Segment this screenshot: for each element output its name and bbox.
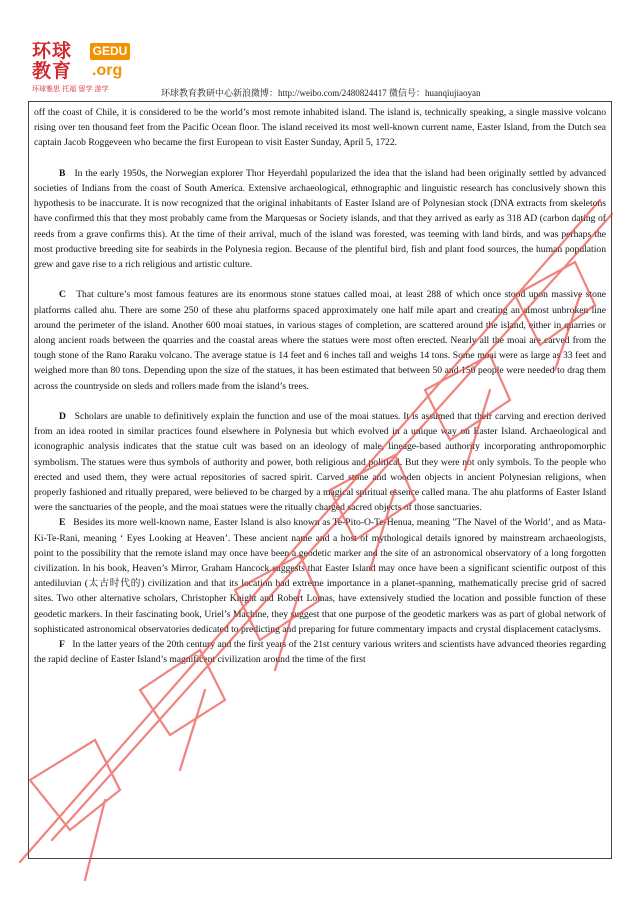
paragraph-text: In the early 1950s, the Norwegian explorer Thor Heyerdahl popularized the idea that the island had been originally settled by advanced societies of Indians from the coast of South America. Extensive archaeological, ethnographic and linguistic research has conclusively shown this hypothesis to be inaccurate. It is now recognized that the original inhabitants of Easter Island are of Polynesian stock (DNA extracts from skeletons have confirmed this that they most probably came from the Marquesas or Society islands, and that they arrived as early as 318 AD (carbon dating of reeds from a grave confirms this). At the time of their arrival, much of the island was forested, was teeming with land birds, and was perhaps the most productive breeding site for seabirds in the Polynesia region. Because of the plentiful bird, fish and plant food sources, the human population grew and gave rise to a rich religious and artistic culture. xyxy=(34,167,606,271)
passage-content xyxy=(34,105,606,667)
paragraph-text: off the coast of Chile, it is considered to be the world’s most remote inhabited island. The island is, technically speaking, a single massive volcano rising over ten thousand feet from the Pacific Ocean floor. The island received its most well-known current name, Easter Island, from the Dutch sea captain Jacob Roggeveen who became the first European to visit Easter Sunday, April 5, 1722. xyxy=(34,107,606,149)
gedu-logo xyxy=(32,40,132,92)
paragraph-letter: C xyxy=(59,289,66,301)
paragraph-f xyxy=(34,637,606,667)
paragraph-letter: B xyxy=(59,167,66,179)
paragraph-letter: D xyxy=(59,411,66,423)
paragraph-text: Scholars are unable to definitively explain the function and use of the moai statues. It is assumed that their carving and erection derived from an idea rooted in similar practices found elsewhere in Polynesia but which evolved in a unique way on Easter Island. Archaeological and iconographic analysis indicates that the statue cult was based on an ideology of male, lineage-based authority incorporating anthropomorphic symbolism. The statues were thus symbols of authority and power, both religious and political. But they were not only symbols. To the people who erected and used them, they were actual repositories of sacred spirit. Carved stone and wooden objects in ancient Polynesian religions, when properly fashioned and ritually prepared, were believed to be charged by a magical spiritual essence called mana. The ahu platforms of Easter Island were the sanctuaries of the people, and the moai statues were the ritually charged sacred objects of those sanctuaries. xyxy=(34,411,606,514)
paragraph-text: Besides its more well-known name, Easter Island is also known as Te-Pito-O-Te-Henua, meaning "The Navel of the World’, and as Mata-Ki-Te-Rani, meaning ‘ Eyes Looking at Heaven’. These ancient name and a host of mythological details ignored by mainstream archaeologists, point to the possibility that the remote island may once have been a geodetic marker and the site of an astronomical observatory of a long forgotten civilization. In his book, Heaven’s Mirror, Graham Hancock suggests that Easter Island may once have been a significant scientific outpost of this antediluvian (太古时代的) civilization and that its location had extreme importance in a planet-spanning, mathematically precise grid of sacred sites. Two other alternative scholars, Christopher Knight and Robert Lomas, have extensively studied the location and possible function of these geodetic markers. In their fascinating book, Uriel’s Machine, they suggest that one purpose of the geodetic markers was as part of global network of sophisticated astronomical observatories dedicated to predicting and preparing for future commentary impacts and crystal displacement cataclysms. xyxy=(34,517,606,635)
paragraph-letter: E xyxy=(59,517,66,529)
paragraph-letter: F xyxy=(59,639,65,651)
logo-org: .org xyxy=(92,62,123,79)
logo-cn-line2: 教育 xyxy=(32,60,73,82)
paragraph-a-continued xyxy=(34,105,606,151)
logo-tagline: 环球雅思 托福 留学 游学 xyxy=(32,85,109,93)
document-frame xyxy=(28,101,612,859)
header-contact-info: 环球教育教研中心新浪微博：http://weibo.com/2480824417 微信号：huanqiujiaoyan xyxy=(161,88,481,98)
paragraph-e xyxy=(34,515,606,637)
logo-gedu-box: GEDU xyxy=(90,43,130,60)
paragraph-b xyxy=(34,166,606,272)
paragraph-d xyxy=(34,409,606,515)
paragraph-c xyxy=(34,287,606,393)
paragraph-text: That culture’s most famous features are its enormous stone statues called moai, at least 288 of which once stood upon massive stone platforms called ahu. There are some 250 of these ahu platforms spaced approximately one half mile apart and creating an almost unbroken line around the perimeter of the island. Another 600 moai statues, in various stages of completion, are scattered around the island, either in quarries or along ancient roads between the quarries and the coastal areas where the statues were most often erected. Nearly all the moai are carved from the tough stone of the Rano Raraku volcano. The average statue is 14 feet and 6 inches tall and weighs 14 tons. Some moai were as large as 33 feet and weighed more than 80 tons. Depending upon the size of the statues, it has been estimated that between 50 and 150 people were needed to drag them across the countryside on sleds and rollers made from the island’s trees. xyxy=(34,289,606,392)
page-header xyxy=(0,0,640,104)
paragraph-text: In the latter years of the 20th century and the first years of the 21st century various writers and scientists have advanced theories regarding the rapid decline of Easter Island’s magnificent civilization around the time of the first xyxy=(34,639,606,666)
logo-cn-line1: 环球 xyxy=(32,40,73,62)
